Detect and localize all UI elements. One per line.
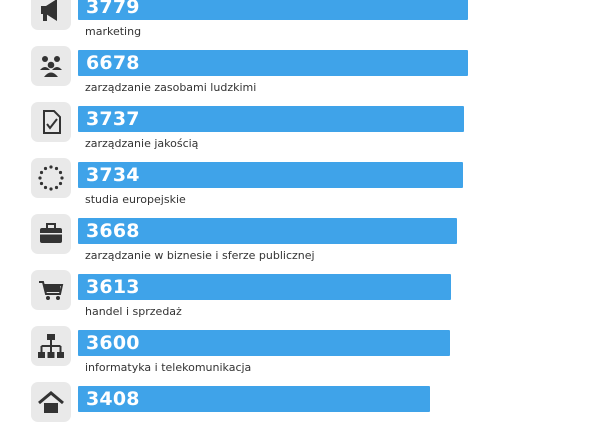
bar-value-label: 3613 (86, 276, 140, 298)
bar-2 (78, 106, 464, 132)
category-label: zarządzanie jakością (85, 137, 199, 150)
chart-row (0, 382, 600, 438)
megaphone-icon (31, 0, 71, 30)
bar-5 (78, 274, 451, 300)
chart-row (0, 46, 600, 102)
category-label: marketing (85, 25, 142, 38)
briefcase-icon (31, 214, 71, 254)
shopping-cart-icon (31, 270, 71, 310)
chart-row (0, 0, 600, 46)
bar-value-label: 6678 (86, 52, 140, 74)
house-icon (31, 382, 71, 422)
bar-value-label: 3734 (86, 164, 140, 186)
bar-4 (78, 218, 457, 244)
category-label: studia europejskie (85, 193, 186, 206)
bar-0 (78, 0, 468, 20)
chart-row (0, 214, 600, 270)
bar-value-label: 3600 (86, 332, 140, 354)
bar-3 (78, 162, 463, 188)
org-chart-icon (31, 326, 71, 366)
category-label: zarządzanie zasobami ludzkimi (85, 81, 257, 94)
bar-7 (78, 386, 430, 412)
bar-value-label: 3408 (86, 388, 140, 410)
bar-value-label: 3737 (86, 108, 140, 130)
chart-row (0, 270, 600, 326)
bar-6 (78, 330, 450, 356)
chart-row (0, 326, 600, 382)
people-group-icon (31, 46, 71, 86)
category-label: informatyka i telekomunikacja (85, 361, 252, 374)
chart-row (0, 158, 600, 214)
category-label: zarządzanie w biznesie i sferze publicznej (85, 249, 315, 262)
chart-row (0, 102, 600, 158)
document-check-icon (31, 102, 71, 142)
bar-value-label: 3779 (86, 0, 140, 18)
category-label: handel i sprzedaż (85, 305, 182, 318)
bar-value-label: 3668 (86, 220, 140, 242)
eu-stars-icon (31, 158, 71, 198)
bar-1 (78, 50, 468, 76)
